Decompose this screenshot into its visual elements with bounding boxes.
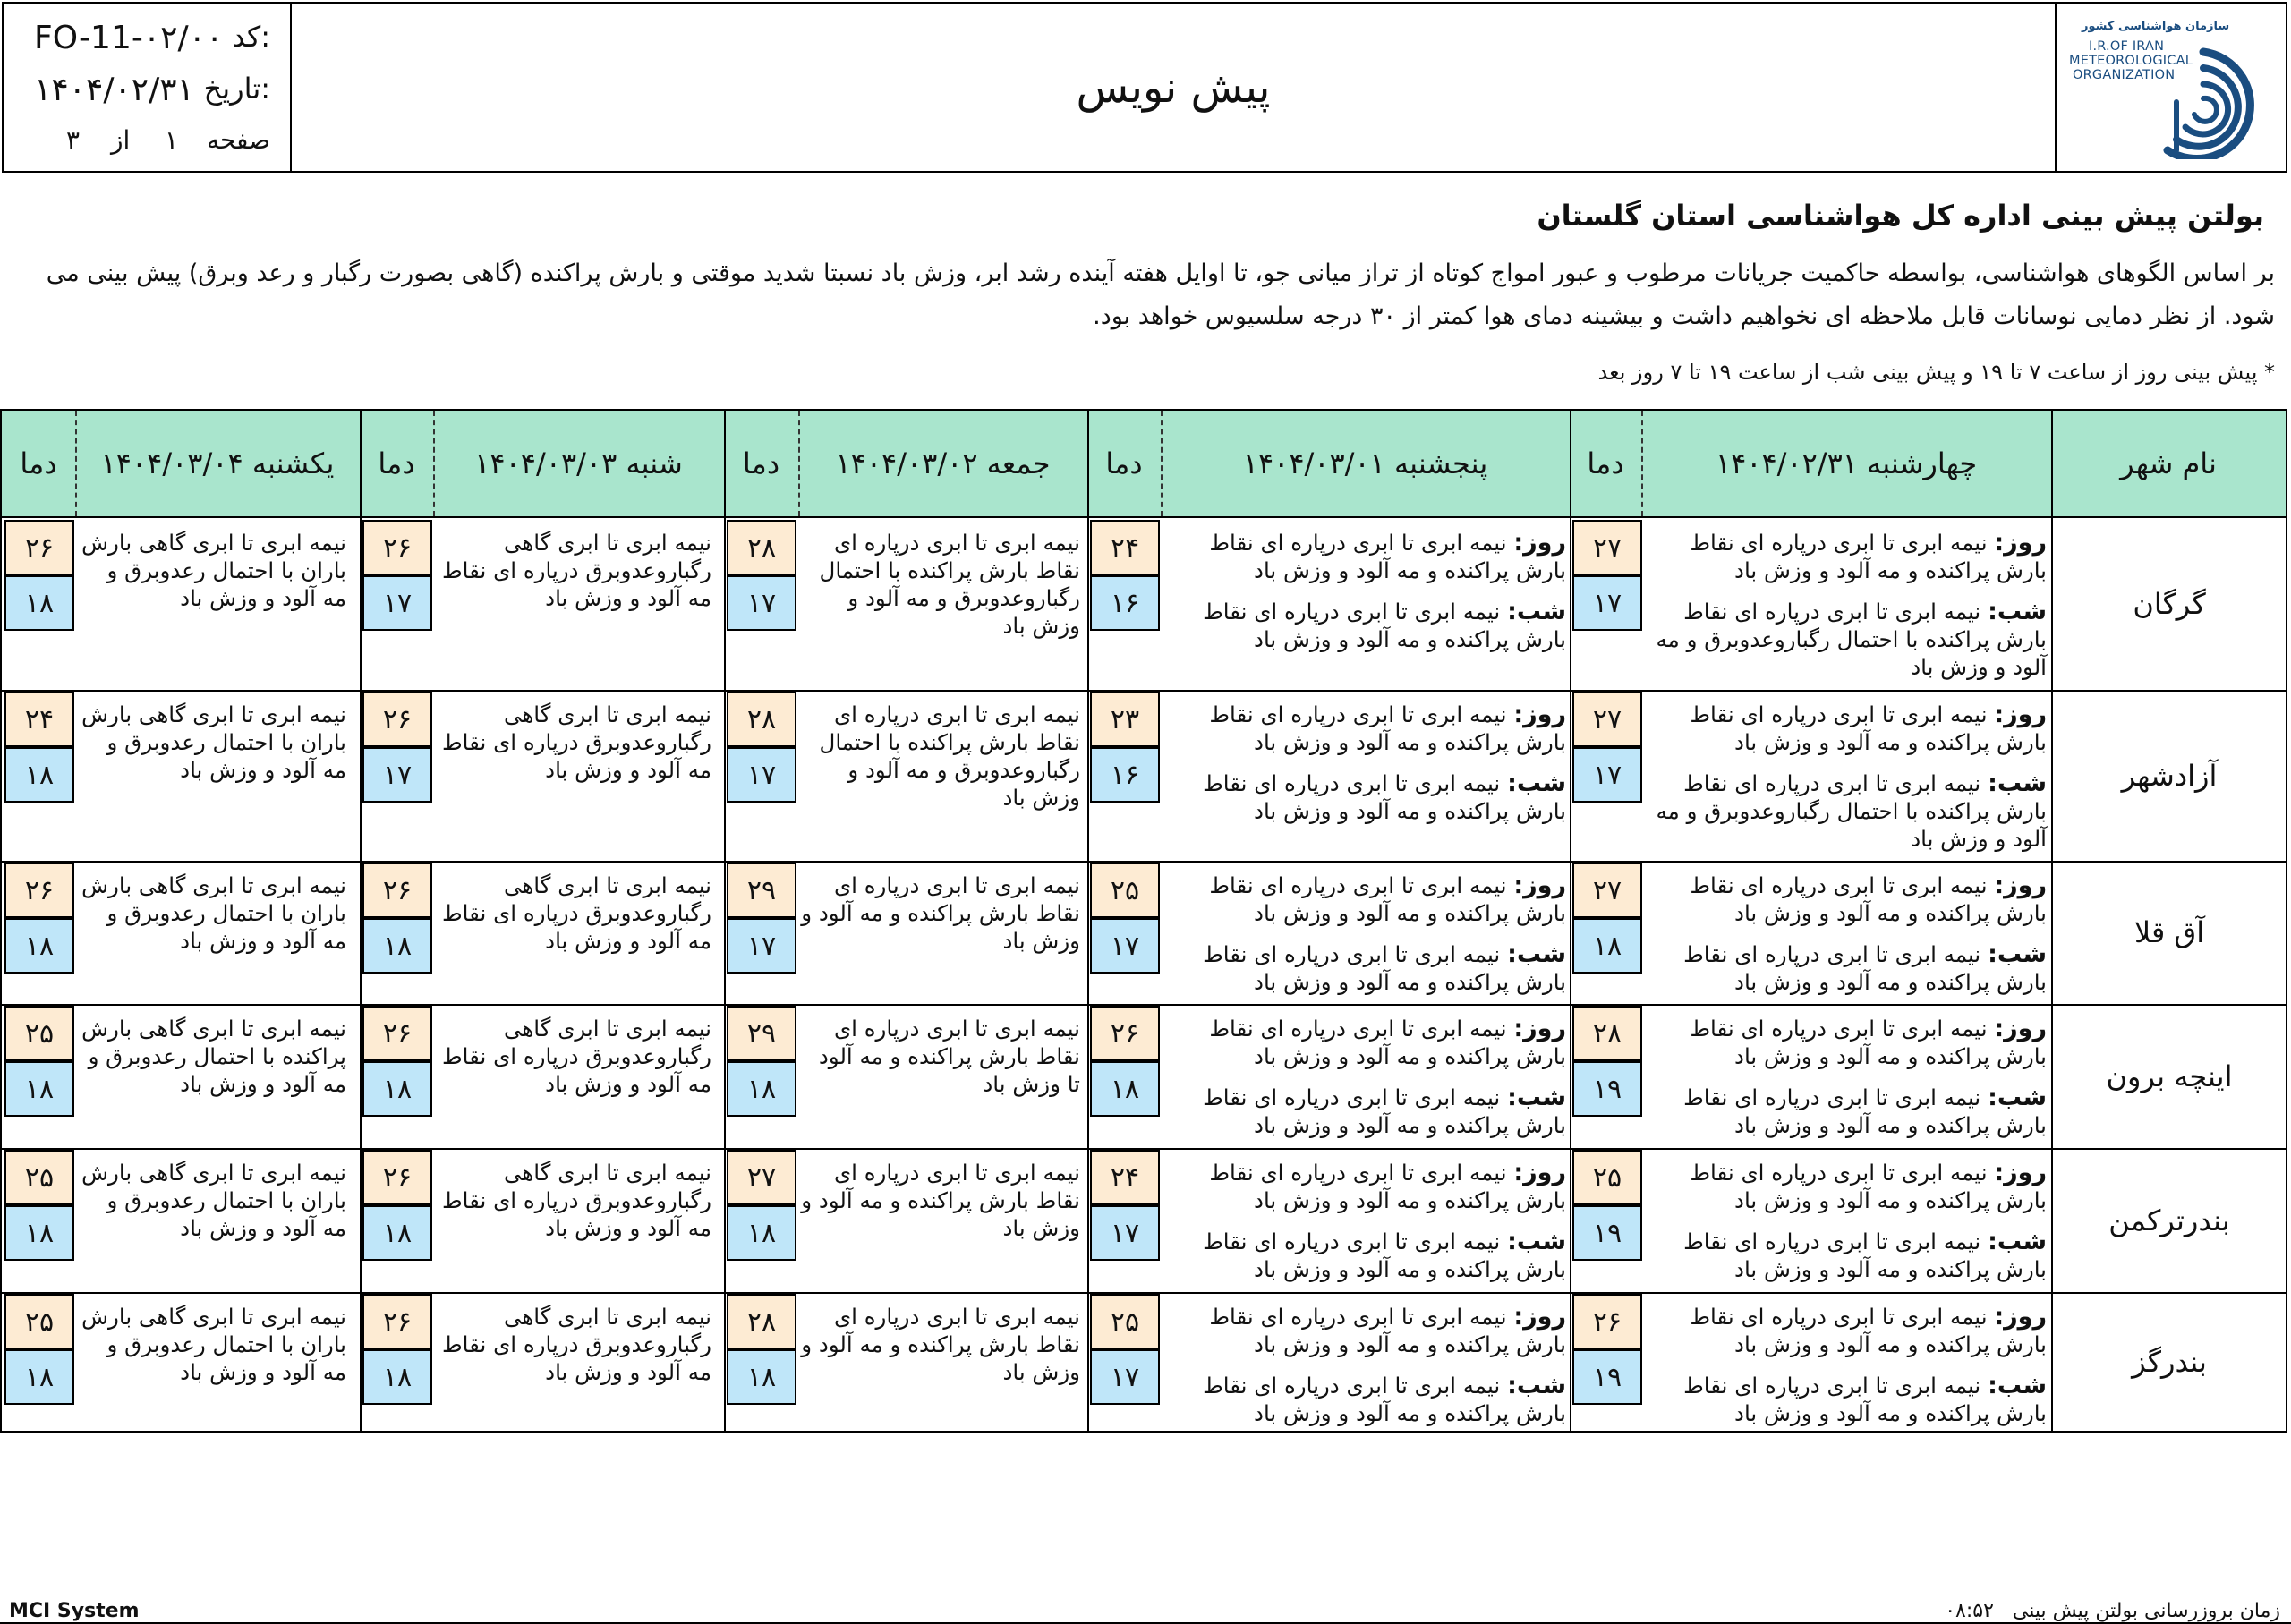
footer-update-time: ۰۸:۵۲ [1945,1600,1994,1622]
forecast-day-text [1644,1303,2047,1358]
day-label: روز: [1513,872,1566,899]
min-temp: ۱۷ [1090,1205,1160,1261]
min-temp: ۱۷ [727,918,796,974]
day-forecast: نیمه ابری تا ابری درپاره ای نقاط بارش پراکنده و مه آلود و وزش باد [1690,872,2047,926]
day-forecast: نیمه ابری تا ابری درپاره ای نقاط بارش پراکنده و مه آلود و وزش باد [1690,1160,2047,1213]
table-header [2,411,2286,518]
date-row [4,68,290,118]
day-forecast: نیمه ابری تا ابری درپاره ای نقاط بارش پراکنده و مه آلود و وزش باد [1690,1304,2047,1357]
min-temp: ۱۷ [727,575,796,631]
day-label: روز: [1994,701,2047,728]
max-temp: ۲۶ [362,692,432,747]
city-name: بندرگز [2132,1344,2207,1379]
city-name: آزادشهر [2121,758,2218,793]
min-temp: ۱۹ [1572,1349,1642,1405]
max-temp: ۲۸ [727,1294,796,1349]
max-temp: ۲۸ [727,692,796,747]
footer-system: MCI System [9,1600,140,1622]
forecast-night-text [1163,769,1566,825]
forecast-night-text [1163,940,1566,996]
max-temp: ۲۷ [1572,520,1642,575]
min-temp: ۱۸ [4,1349,74,1405]
day-label: روز: [1994,1303,2047,1331]
day-header-4: شنبه ۱۴۰۴/۰۳/۰۳ [474,446,683,480]
night-forecast: نیمه ابری تا ابری درپاره ای نقاط بارش پراکنده و مه آلود و وزش باد [1203,941,1566,995]
max-temp: ۲۵ [1090,863,1160,918]
min-temp: ۱۸ [4,1061,74,1117]
min-temp: ۱۷ [362,747,432,803]
min-temp: ۱۷ [1090,918,1160,974]
night-forecast: نیمه ابری تا ابری درپاره ای نقاط بارش پراکنده و مه آلود و وزش باد [1203,1084,1566,1138]
forecast-text: نیمه ابری تا ابری گاهی رگباروعدوبرق درپاره ای نقاط مه آلود و وزش باد [441,1160,711,1241]
night-forecast: نیمه ابری تا ابری درپاره ای نقاط بارش پراکنده و مه آلود و وزش باد [1683,1373,2047,1426]
min-temp: ۱۷ [362,575,432,631]
max-temp: ۲۸ [1572,1006,1642,1061]
day-header-1: چهارشنبه ۱۴۰۴/۰۲/۳۱ [1715,446,1978,480]
max-temp: ۲۷ [1572,863,1642,918]
city-name: گرگان [2133,587,2206,621]
forecast-day-text [1644,1015,2047,1070]
day-forecast: نیمه ابری تا ابری درپاره ای نقاط بارش پراکنده و مه آلود و وزش باد [1209,1160,1566,1213]
city-name: اینچه برون [2106,1059,2233,1093]
night-label: شب: [1507,940,1566,968]
forecast-night-text [1163,1084,1566,1139]
min-temp: ۱۸ [727,1349,796,1405]
min-temp: ۱۸ [4,918,74,974]
max-temp: ۲۴ [4,692,74,747]
forecast-day-text [1644,529,2047,584]
forecast-day-text [1644,1159,2047,1214]
night-forecast: نیمه ابری تا ابری درپاره ای نقاط بارش پراکنده با احتمال رگباروعدوبرق و مه آلود و وزش باد [1656,770,2047,852]
logo-text-fa: سازمان هواشناسی کشور [2082,20,2230,33]
forecast-text: نیمه ابری تا ابری گاهی رگباروعدوبرق درپاره ای نقاط مه آلود و وزش باد [441,530,711,611]
forecast-text: نیمه ابری تا ابری درپاره ای نقاط بارش پراکنده با احتمال رگباروعدوبرق و مه آلود و وزش باد [819,530,1080,639]
night-label: شب: [1988,598,2047,625]
forecast-text: نیمه ابری تا ابری درپاره ای نقاط بارش پراکنده و مه آلود تا وزش باد [818,1016,1080,1097]
max-temp: ۲۶ [362,1150,432,1205]
forecast-text: نیمه ابری تا ابری درپاره ای نقاط بارش پراکنده با احتمال رگباروعدوبرق و مه آلود و وزش باد [819,701,1080,811]
day-forecast: نیمه ابری تا ابری درپاره ای نقاط بارش پراکنده و مه آلود و وزش باد [1209,1304,1566,1357]
night-label: شب: [1988,1372,2047,1399]
temp-header-5: دما [20,446,57,480]
forecast-text: نیمه ابری تا ابری گاهی رگباروعدوبرق درپاره ای نقاط مه آلود و وزش باد [441,1304,711,1385]
bulletin-title: بولتن پیش بینی اداره کل هواشناسی استان گلستان [1537,199,2264,233]
day-forecast: نیمه ابری تا ابری درپاره ای نقاط بارش پراکنده و مه آلود و وزش باد [1209,872,1566,926]
document-meta [4,4,292,171]
city-header: نام شهر [2120,446,2217,480]
night-forecast: نیمه ابری تا ابری درپاره ای نقاط بارش پراکنده و مه آلود و وزش باد [1683,1084,2047,1138]
max-temp: ۲۸ [727,520,796,575]
forecast-text: نیمه ابری تا ابری درپاره ای نقاط بارش پراکنده و مه آلود و وزش باد [801,1160,1080,1241]
forecast-night-text [1644,1084,2047,1139]
min-temp: ۱۸ [4,747,74,803]
forecast-night-text [1644,1372,2047,1427]
logo-text-en2: METEOROLOGICAL [2069,54,2193,68]
day-header-2: پنجشنبه ۱۴۰۴/۰۳/۰۱ [1242,446,1488,480]
forecast-text: نیمه ابری تا ابری گاهی بارش باران با احتمال رعدوبرق و مه آلود و وزش باد [81,701,346,783]
forecast-day-text [1644,872,2047,927]
max-temp: ۲۵ [4,1006,74,1061]
day-header-5: یکشنبه ۱۴۰۴/۰۳/۰۴ [100,446,335,480]
day-label: روز: [1994,872,2047,899]
max-temp: ۲۶ [362,863,432,918]
min-temp: ۱۹ [1572,1205,1642,1261]
max-temp: ۲۶ [4,863,74,918]
date-value: ۱۴۰۴/۰۲/۳۱ [34,72,194,108]
max-temp: ۲۳ [1090,692,1160,747]
max-temp: ۲۵ [4,1294,74,1349]
code-label: کد: [232,20,270,54]
organization-logo [2055,4,2286,171]
forecast-night-text [1163,598,1566,653]
forecast-night-text [1163,1372,1566,1427]
logo-text-en3: ORGANIZATION [2073,68,2176,82]
forecast-night-text [1644,598,2047,681]
forecast-text: نیمه ابری تا ابری گاهی بارش پراکنده با احتمال رعدوبرق و مه آلود و وزش باد [81,1016,346,1097]
night-forecast: نیمه ابری تا ابری درپاره ای نقاط بارش پراکنده و مه آلود و وزش باد [1203,770,1566,824]
min-temp: ۱۸ [727,1205,796,1261]
min-temp: ۱۶ [1090,575,1160,631]
code-row [4,16,290,66]
night-forecast: نیمه ابری تا ابری درپاره ای نقاط بارش پراکنده و مه آلود و وزش باد [1203,1373,1566,1426]
max-temp: ۲۶ [4,520,74,575]
day-label: روز: [1994,1159,2047,1186]
forecast-night-text [1644,1228,2047,1283]
day-label: روز: [1513,1159,1566,1186]
forecast-day-text [1644,701,2047,756]
min-temp: ۱۸ [1572,918,1642,974]
max-temp: ۲۶ [362,520,432,575]
page-total: ۳ [66,125,81,155]
day-forecast: نیمه ابری تا ابری درپاره ای نقاط بارش پراکنده و مه آلود و وزش باد [1690,701,2047,755]
night-forecast: نیمه ابری تا ابری درپاره ای نقاط بارش پراکنده و مه آلود و وزش باد [1683,1229,2047,1282]
night-label: شب: [1507,1084,1566,1111]
logo-text-en1: I.R.OF IRAN [2089,39,2165,54]
forecast-text: نیمه ابری تا ابری گاهی رگباروعدوبرق درپاره ای نقاط مه آلود و وزش باد [441,1016,711,1097]
max-temp: ۲۵ [1090,1294,1160,1349]
footer-update [1945,1600,2280,1622]
min-temp: ۱۷ [1090,1349,1160,1405]
forecast-text: نیمه ابری تا ابری گاهی بارش باران با احتمال رعدوبرق و مه آلود و وزش باد [81,1160,346,1241]
footer-update-label: زمان بروزرسانی بولتن پیش بینی [2012,1600,2280,1622]
min-temp: ۱۸ [362,1205,432,1261]
max-temp: ۲۶ [362,1006,432,1061]
document-header [2,2,2287,173]
max-temp: ۲۷ [727,1150,796,1205]
night-forecast: نیمه ابری تا ابری درپاره ای نقاط بارش پراکنده و مه آلود و وزش باد [1683,941,2047,995]
max-temp: ۲۶ [362,1294,432,1349]
max-temp: ۲۶ [1090,1006,1160,1061]
min-temp: ۱۹ [1572,1061,1642,1117]
forecast-day-text [1163,529,1566,584]
max-temp: ۲۹ [727,863,796,918]
night-forecast: نیمه ابری تا ابری درپاره ای نقاط بارش پراکنده و مه آلود و وزش باد [1203,599,1566,652]
day-label: روز: [1994,529,2047,557]
min-temp: ۱۸ [4,1205,74,1261]
max-temp: ۲۴ [1090,520,1160,575]
forecast-text: نیمه ابری تا ابری درپاره ای نقاط بارش پراکنده و مه آلود و وزش باد [801,872,1080,954]
logo-swirl-icon [2069,16,2271,159]
city-name: آق قلا [2133,915,2205,949]
bulletin-note: * پیش بینی روز از ساعت ۷ تا ۱۹ و پیش بینی شب از ساعت ۱۹ تا ۷ روز بعد [1597,360,2275,385]
min-temp: ۱۸ [362,1349,432,1405]
document-title: پیش نویس [1076,62,1271,113]
min-temp: ۱۸ [362,918,432,974]
forecast-text: نیمه ابری تا ابری گاهی رگباروعدوبرق درپاره ای نقاط مه آلود و وزش باد [441,872,711,954]
page-of: از [111,125,131,155]
min-temp: ۱۸ [1090,1061,1160,1117]
day-forecast: نیمه ابری تا ابری درپاره ای نقاط بارش پراکنده و مه آلود و وزش باد [1690,1016,2047,1069]
night-forecast: نیمه ابری تا ابری درپاره ای نقاط بارش پراکنده و مه آلود و وزش باد [1203,1229,1566,1282]
night-label: شب: [1507,598,1566,625]
bulletin-text: بر اساس الگوهای هواشناسی، بواسطه حاکمیت جریانات مرطوب و عبور امواج کوتاه از تراز میانی جو، تا اوایل هفته آینده رشد ابر، وزش باد نسبتا شدید موقتی و بارش پراکنده (گاهی بصورت رگبار و رعد وبرق) پیش بینی می شود. از نظر دمایی نوسانات قابل ملاحظه ای نخواهیم داشت و بیشینه دمای هوا کمتر از ۳۰ درجه سلسیوس خواهد بود. [46,259,2275,330]
day-label: روز: [1513,529,1566,557]
forecast-text: نیمه ابری تا ابری گاهی بارش باران با احتمال رعدوبرق و مه آلود و وزش باد [81,872,346,954]
temp-header-4: دما [378,446,415,480]
temp-header-1: دما [1587,446,1624,480]
page-row [4,118,290,168]
max-temp: ۲۷ [1572,692,1642,747]
night-forecast: نیمه ابری تا ابری درپاره ای نقاط بارش پراکنده با احتمال رگباروعدوبرق و مه آلود و وزش باد [1656,599,2047,680]
min-temp: ۱۸ [727,1061,796,1117]
forecast-night-text [1644,769,2047,853]
day-forecast: نیمه ابری تا ابری درپاره ای نقاط بارش پراکنده و مه آلود و وزش باد [1209,701,1566,755]
forecast-day-text [1163,872,1566,927]
night-label: شب: [1507,769,1566,797]
min-temp: ۱۷ [1572,747,1642,803]
max-temp: ۲۶ [1572,1294,1642,1349]
max-temp: ۲۹ [727,1006,796,1061]
forecast-text: نیمه ابری تا ابری گاهی رگباروعدوبرق درپاره ای نقاط مه آلود و وزش باد [441,701,711,783]
night-label: شب: [1507,1372,1566,1399]
forecast-night-text [1644,940,2047,996]
night-label: شب: [1988,1084,2047,1111]
day-label: روز: [1994,1015,2047,1042]
page-number: ۱ [165,125,179,155]
min-temp: ۱۷ [1572,575,1642,631]
min-temp: ۱۶ [1090,747,1160,803]
night-label: شب: [1507,1228,1566,1255]
day-label: روز: [1513,1303,1566,1331]
forecast-table [0,409,2287,1433]
forecast-day-text [1163,1015,1566,1070]
day-forecast: نیمه ابری تا ابری درپاره ای نقاط بارش پراکنده و مه آلود و وزش باد [1209,530,1566,583]
code-value: FO-11-۰۲/۰۰ [34,20,224,56]
day-forecast: نیمه ابری تا ابری درپاره ای نقاط بارش پراکنده و مه آلود و وزش باد [1690,530,2047,583]
night-label: شب: [1988,769,2047,797]
city-name: بندرترکمن [2108,1203,2230,1237]
forecast-day-text [1163,701,1566,756]
forecast-text: نیمه ابری تا ابری گاهی بارش باران با احتمال رعدوبرق و مه آلود و وزش باد [81,1304,346,1385]
day-label: روز: [1513,1015,1566,1042]
forecast-day-text [1163,1303,1566,1358]
max-temp: ۲۴ [1090,1150,1160,1205]
date-label: تاریخ: [203,72,270,106]
max-temp: ۲۵ [1572,1150,1642,1205]
forecast-text: نیمه ابری تا ابری درپاره ای نقاط بارش پراکنده و مه آلود و وزش باد [801,1304,1080,1385]
min-temp: ۱۷ [727,747,796,803]
temp-header-3: دما [742,446,780,480]
day-forecast: نیمه ابری تا ابری درپاره ای نقاط بارش پراکنده و مه آلود و وزش باد [1209,1016,1566,1069]
forecast-night-text [1163,1228,1566,1283]
max-temp: ۲۵ [4,1150,74,1205]
night-label: شب: [1988,1228,2047,1255]
day-header-3: جمعه ۱۴۰۴/۰۳/۰۲ [835,446,1051,480]
min-temp: ۱۸ [362,1061,432,1117]
temp-header-2: دما [1105,446,1143,480]
night-label: شب: [1988,940,2047,968]
forecast-day-text [1163,1159,1566,1214]
day-label: روز: [1513,701,1566,728]
min-temp: ۱۸ [4,575,74,631]
forecast-text: نیمه ابری تا ابری گاهی بارش باران با احتمال رعدوبرق و مه آلود و وزش باد [81,530,346,611]
page-label: صفحه [206,125,270,155]
